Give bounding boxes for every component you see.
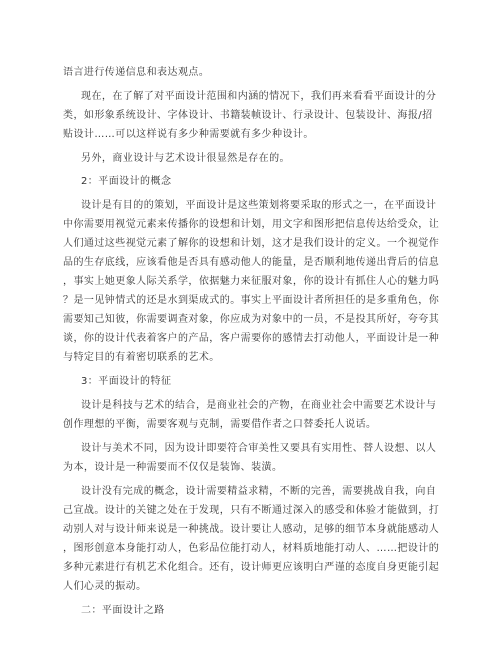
paragraph-line: 多种元素进行有机艺术化组合。还有，设计师更应该明白严谨的态度自身更能引起 (63, 562, 440, 573)
paragraph-line: 与特定目的有着密切联系的艺术。 (63, 352, 220, 363)
paragraph-line: 贴设计……可以这样说有多少种需要就有多少种设计。 (63, 129, 314, 140)
paragraph-line: 设计没有完成的概念，设计需要精益求精，不断的完善，需要挑战自我，向自 (81, 486, 437, 497)
paragraph-line: 中你需要用视觉元素来传播你的设想和计划，用文字和图形把信息传达给受众，让 (63, 219, 440, 230)
paragraph-line: ？是一见钟情式的还是水到渠成式的。事实上平面设计者所担任的是多重角色，你 (63, 295, 440, 306)
paragraph-line: 设计是有目的的策划，平面设计是这些策划将要采取的形式之一，在平面设计 (81, 200, 437, 211)
section-heading: 3：平面设计的特征 (81, 376, 172, 387)
paragraph-line: 需要知己知彼，你需要调查对象，你应成为对象中的一员，不是投其所好，夸夸其 (63, 314, 440, 325)
section-heading: 二：平面设计之路 (81, 605, 165, 616)
paragraph-line: 语言进行传递信息和表达观点。 (63, 67, 210, 78)
paragraph-line: 现在，在了解了对平面设计范围和内涵的情况下，我们再来看看平面设计的分 (81, 91, 437, 102)
paragraph-line: 设计与美术不同，因为设计即要符合审美性又要具有实用性、替人设想、以人 (81, 443, 437, 454)
paragraph-line: 动别人对与设计师来说是一种挑战。设计要让人感动，足够的细节本身就能感动人 (63, 524, 440, 535)
paragraph-line: ，图形创意本身能打动人，色彩品位能打动人，材料质地能打动人、……把设计的 (63, 543, 440, 554)
paragraph-line: 人们通过这些视觉元素了解你的设想和计划，这才是我们设计的定义。一个视觉作 (63, 238, 440, 249)
paragraph-line: 类，如形象系统设计、字体设计、书籍装帧设计、行录设计、包装设计、海报/招 (63, 110, 433, 121)
paragraph-line: 为本，设计是一种需要而不仅仅是装饰、装潢。 (63, 462, 283, 473)
paragraph-line: 另外，商业设计与艺术设计很显然是存在的。 (81, 153, 290, 164)
paragraph-line: 人们心灵的振动。 (63, 581, 147, 592)
paragraph-line: 谈，你的设计代表着客户的产品，客户需要你的感情去打动他人，平面设计是一种 (63, 333, 440, 344)
paragraph-line: 品的生存底线，应该看他是否具有感动他人的能量，是否顺利地传递出背后的信息 (63, 257, 440, 268)
paragraph-line: 设计是科技与艺术的结合，是商业社会的产物，在商业社会中需要艺术设计与 (81, 400, 437, 411)
paragraph-line: 己宣战。设计的关键之处在于发现，只有不断通过深入的感受和体验才能做到，打 (63, 505, 440, 516)
paragraph-line: 创作理想的平衡，需要客观与克制，需要借作者之口替委托人说话。 (63, 419, 377, 430)
paragraph-line: ，事实上她更象人际关系学，依据魅力来征服对象，你的设计有抓住人心的魅力吗 (63, 276, 440, 287)
section-heading: 2：平面设计的概念 (81, 176, 172, 187)
